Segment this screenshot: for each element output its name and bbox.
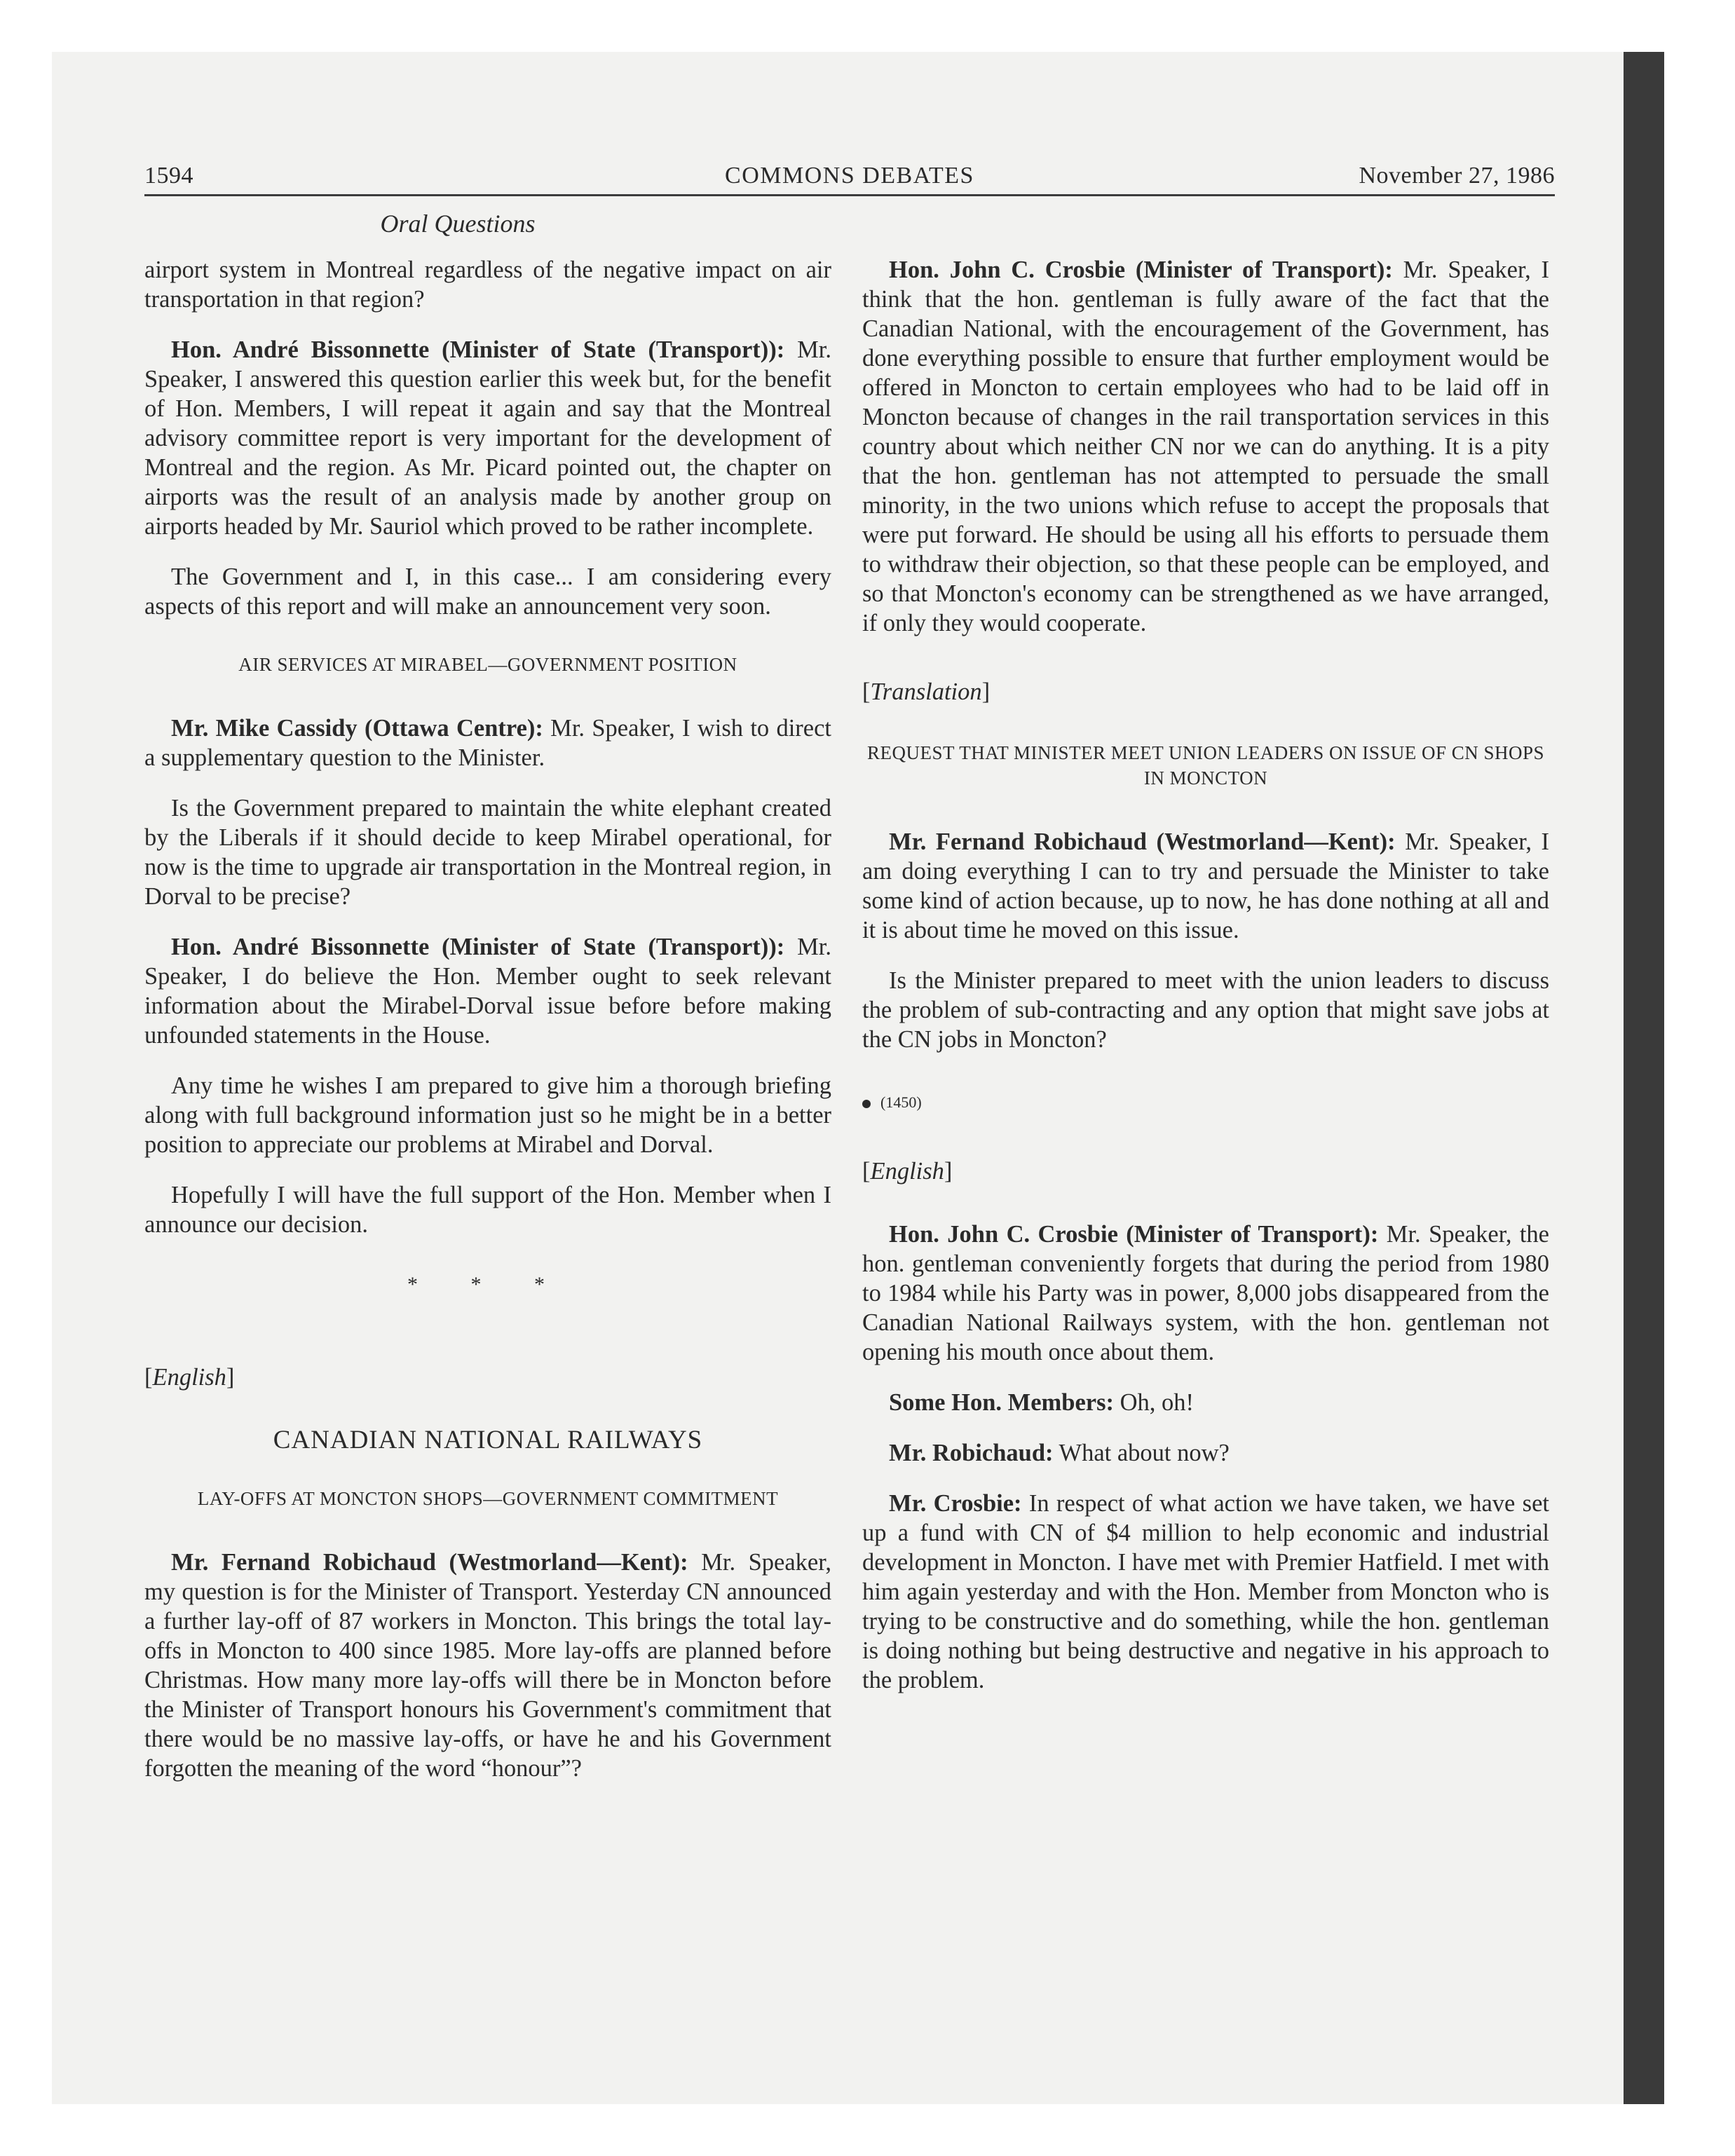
running-head: Oral Questions [380, 210, 536, 238]
speaker-name: Hon. André Bissonnette (Minister of State (Transport)): [171, 934, 785, 960]
paragraph: The Government and I, in this case... I am considering every aspects of this report and will make an announcement very soon. [144, 564, 831, 620]
speaker-name: Hon. John C. Crosbie (Minister of Transport): [889, 257, 1393, 283]
header-rule [144, 194, 1555, 196]
speech-paragraph [144, 335, 831, 541]
speech-paragraph [862, 1489, 1549, 1695]
timecode: (1450) [862, 1088, 1549, 1117]
page-number: 1594 [144, 163, 193, 189]
language-tag: [English] [862, 1158, 953, 1185]
speech-paragraph [144, 714, 831, 772]
paragraph: Is the Minister prepared to meet with the union leaders to discuss the problem of sub-contracting and any option that might save jobs at the CN jobs in Moncton? [862, 967, 1549, 1053]
speech-paragraph [862, 255, 1549, 638]
speaker-name: Hon. John C. Crosbie (Minister of Transport): [889, 1221, 1379, 1248]
speech-paragraph [144, 1548, 831, 1783]
speech-text: In respect of what action we have taken, we have set up a fund with CN of $4 million to help economic and industrial development in Moncton. I have met with Premier Hatfield. I met with him again yesterday and with the Hon. Member from Moncton who is trying to be constructive and do something, while the hon. gentleman is doing nothing but being destructive and negative in his approach to the problem. [862, 1490, 1549, 1693]
speech-text: Oh, oh! [1113, 1389, 1195, 1416]
speech-text: Mr. Speaker, I wish to direct a supplementary question to the Minister. [144, 715, 831, 771]
speaker-name: Mr. Crosbie: [889, 1490, 1022, 1517]
paragraph: airport system in Montreal regardless of the negative impact on air transportation in that region? [144, 257, 831, 313]
language-tag: [Translation] [862, 678, 991, 705]
speech-text: Mr. Speaker, the hon. gentleman conveniently forgets that during the period from 1980 to 1984 while his Party was in power, 8,000 jobs disappeared from the Canadian National Railways system, with the hon. gentleman not opening his mouth once about them. [862, 1221, 1549, 1365]
paragraph: Hopefully I will have the full support of the Hon. Member when I announce our decision. [144, 1182, 831, 1238]
speaker-name: Mr. Fernand Robichaud (Westmorland—Kent): [889, 828, 1396, 855]
speaker-name: Mr. Robichaud: [889, 1440, 1054, 1466]
speech-text: Mr. Speaker, I do believe the Hon. Member ought to seek relevant information about the Mirabel-Dorval issue before before making unfounded statements in the House. [144, 934, 831, 1049]
speech-paragraph [862, 827, 1549, 945]
speech-paragraph [144, 932, 831, 1050]
speech-text: Mr. Speaker, my question is for the Minister of Transport. Yesterday CN announced a further lay-off of 87 workers in Moncton. This brings the total lay-offs in Moncton to 400 since 1985. More lay-offs are planned before Christmas. How many more lay-offs will there be in Moncton before the Minister of Transport honours his Government's commitment that there would be no massive lay-offs, or have he and his Government forgotten the meaning of the word “honour”? [144, 1549, 831, 1782]
speaker-name: Mr. Fernand Robichaud (Westmorland—Kent): [171, 1549, 688, 1576]
speech-text: Mr. Speaker, I am doing everything I can to try and persuade the Minister to take some kind of action because, up to now, he has done nothing at all and it is about time he moved on this issue. [862, 828, 1549, 943]
left-column [144, 255, 831, 1804]
scan-edge-shadow [1624, 52, 1664, 2104]
section-title: CANADIAN NATIONAL RAILWAYS [273, 1426, 703, 1454]
page-header [144, 163, 1555, 195]
speech-paragraph [862, 1388, 1549, 1417]
speaker-name: Hon. André Bissonnette (Minister of State (Transport)): [171, 336, 785, 363]
publication-title: COMMONS DEBATES [725, 163, 974, 189]
speaker-name: Some Hon. Members: [889, 1389, 1114, 1416]
speech-text: Mr. Speaker, I think that the hon. gentleman is fully aware of the fact that the Canadian National, with the encouragement of the Government, has done everything possible to ensure that further employment would be offered in Moncton to certain employees who had to be laid off in Moncton because of changes in the rail transportation services in this country about which neither CN nor we can do anything. It is a pity that the hon. gentleman has not attempted to persuade the small minority, in the two unions which refuse to accept the proposals that were put forward. He should be using all his efforts to persuade them to withdraw their objection, so that these people can be employed, and so that Moncton's economy can be strengthened as we have arranged, if only they would cooperate. [862, 257, 1549, 636]
speech-text: What about now? [1053, 1440, 1230, 1466]
subheading: REQUEST THAT MINISTER MEET UNION LEADERS ON ISSUE OF CN SHOPS IN MONCTON [866, 742, 1545, 789]
paragraph: Is the Government prepared to maintain the white elephant created by the Liberals if it should decide to keep Mirabel operational, for now is the time to upgrade air transportation in the Montreal region, in Dorval to be precise? [144, 795, 831, 910]
bullet-icon [862, 1100, 871, 1108]
paragraph: Any time he wishes I am prepared to give him a thorough briefing along with full background information just so he might be in a better position to appreciate our problems at Mirabel and Dorval. [144, 1072, 831, 1158]
publication-date: November 27, 1986 [1359, 163, 1555, 189]
speech-paragraph [862, 1220, 1549, 1367]
speech-text: Mr. Speaker, I answered this question earlier this week but, for the benefit of Hon. Members, I will repeat it again and say that the Montreal advisory committee report is very important for the development of Montreal and the region. As Mr. Picard pointed out, the chapter on airports was the result of an analysis made by another group on airports headed by Mr. Sauriol which proved to be rather incomplete. [144, 336, 831, 540]
speaker-name: Mr. Mike Cassidy (Ottawa Centre): [171, 715, 543, 742]
subheading: LAY-OFFS AT MONCTON SHOPS—GOVERNMENT COMMITMENT [197, 1488, 779, 1509]
right-column [862, 255, 1549, 1716]
language-tag: [English] [144, 1364, 235, 1391]
speech-paragraph [862, 1438, 1549, 1468]
section-break: * * * [407, 1273, 569, 1296]
subheading: AIR SERVICES AT MIRABEL—GOVERNMENT POSITION [238, 654, 737, 675]
